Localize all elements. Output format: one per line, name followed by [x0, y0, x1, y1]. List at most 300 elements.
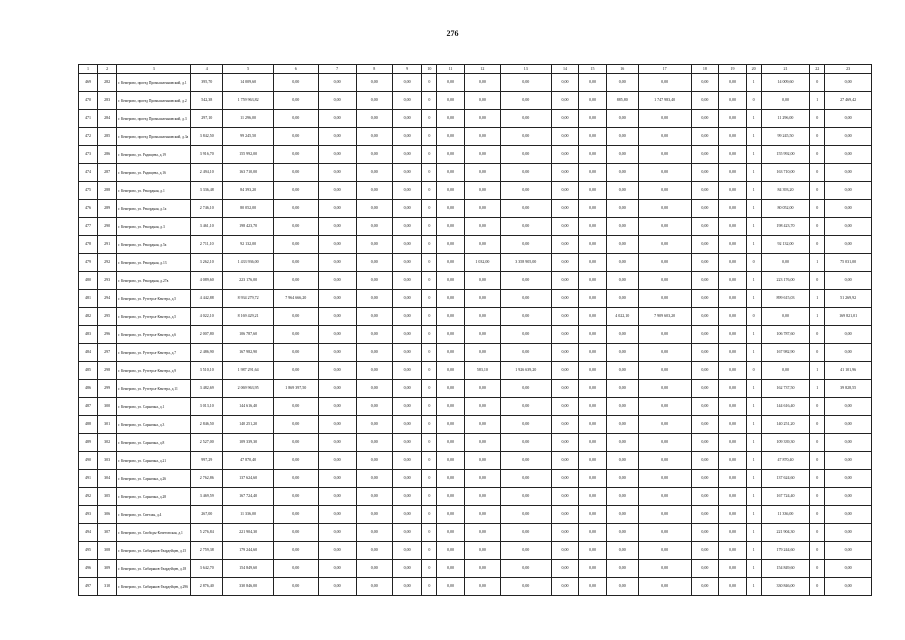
table-cell: 0,00	[606, 524, 638, 542]
table-cell: 0,00	[356, 326, 392, 344]
address-cell: г. Кемерово, ул. Радищева, д.19	[117, 146, 191, 164]
table-cell: 0,00	[691, 326, 719, 344]
table-cell: 1	[746, 506, 761, 524]
table-cell: 0,00	[638, 560, 691, 578]
table-cell: 0,00	[579, 380, 607, 398]
table-cell: 0,00	[691, 74, 719, 92]
table-cell: 0,00	[606, 380, 638, 398]
page-number: 276	[446, 29, 459, 38]
table-cell: 0,00	[825, 218, 872, 236]
table-cell: 288	[98, 182, 117, 200]
table-cell: 0,00	[464, 128, 500, 146]
address-cell: г. Кемерово, ул. Свободы-Кочетовская, д.1	[117, 524, 191, 542]
table-cell: 0,00	[392, 236, 422, 254]
table-cell: 0	[810, 74, 825, 92]
table-cell: 0,00	[551, 434, 579, 452]
table-cell: 0,00	[691, 110, 719, 128]
table-cell: 0	[422, 200, 437, 218]
table-cell: 1	[810, 380, 825, 398]
table-cell: 0,00	[691, 542, 719, 560]
table-cell: 885,80	[606, 92, 638, 110]
table-row	[79, 164, 872, 182]
column-header: 22	[810, 65, 825, 74]
table-cell: 0	[422, 542, 437, 560]
table-cell: 144 616,40	[223, 398, 274, 416]
table-cell: 1	[746, 326, 761, 344]
table-cell: 0	[810, 200, 825, 218]
table-cell: 0	[422, 74, 437, 92]
column-header: 14	[551, 65, 579, 74]
table-cell: 0	[422, 578, 437, 596]
table-cell: 0,00	[392, 182, 422, 200]
table-cell: 0,00	[392, 218, 422, 236]
table-cell: 0,00	[464, 434, 500, 452]
address-cell: г. Кемерово, ул. Рутгерса-Кентера, д.5	[117, 290, 191, 308]
table-cell: 1	[746, 272, 761, 290]
table-cell: 0,00	[464, 182, 500, 200]
table-cell: 0,00	[719, 362, 747, 380]
table-cell: 0,00	[464, 218, 500, 236]
table-cell: 0,00	[606, 164, 638, 182]
table-cell: 1 747 983,40	[638, 92, 691, 110]
table-cell: 3 510,10	[191, 362, 223, 380]
table-cell: 309	[98, 560, 117, 578]
table-cell: 0	[422, 272, 437, 290]
table-cell: 0,00	[825, 470, 872, 488]
table-cell: 0	[746, 308, 761, 326]
table-row	[79, 398, 872, 416]
table-cell: 0,00	[464, 488, 500, 506]
table-cell: 0,00	[551, 398, 579, 416]
table-cell: 484	[79, 344, 98, 362]
table-cell: 0,00	[761, 308, 810, 326]
table-cell: 3 461,10	[191, 218, 223, 236]
table-row	[79, 326, 872, 344]
table-cell: 167 724,40	[223, 488, 274, 506]
table-cell: 1	[746, 236, 761, 254]
table-cell: 0,00	[318, 272, 356, 290]
table-cell: 0,00	[551, 218, 579, 236]
table-cell: 0,00	[274, 506, 319, 524]
table-cell: 0,00	[392, 416, 422, 434]
table-cell: 0,00	[356, 524, 392, 542]
table-cell: 0,00	[392, 488, 422, 506]
table-cell: 286	[98, 146, 117, 164]
table-cell: 1	[746, 74, 761, 92]
table-cell: 0,00	[464, 470, 500, 488]
table-cell: 0,00	[464, 110, 500, 128]
table-cell: 0,00	[551, 272, 579, 290]
table-cell: 144 616,40	[761, 398, 810, 416]
table-cell: 290	[98, 218, 117, 236]
table-cell: 3 358 905,00	[500, 254, 551, 272]
table-cell: 0,00	[274, 308, 319, 326]
table-cell: 0,00	[356, 344, 392, 362]
table-cell: 0	[810, 164, 825, 182]
table-cell: 109 339,30	[761, 434, 810, 452]
table-cell: 0,00	[638, 200, 691, 218]
table-cell: 0,00	[825, 326, 872, 344]
table-cell: 0,00	[691, 434, 719, 452]
table-cell: 0,00	[356, 110, 392, 128]
table-cell: 491	[79, 470, 98, 488]
address-cell: г. Кемерово, ул. Рутгерса-Кентера, д.9	[117, 362, 191, 380]
table-cell: 0,00	[392, 272, 422, 290]
table-cell: 0,00	[825, 182, 872, 200]
table-cell: 0	[422, 128, 437, 146]
table-cell: 0,00	[691, 182, 719, 200]
table-cell: 0,00	[437, 524, 465, 542]
table-cell: 0,00	[606, 290, 638, 308]
table-cell: 0,00	[392, 506, 422, 524]
table-cell: 0,00	[825, 452, 872, 470]
column-header: 9	[392, 65, 422, 74]
table-cell: 1	[746, 578, 761, 596]
table-cell: 0,00	[500, 146, 551, 164]
column-header: 4	[191, 65, 223, 74]
table-cell: 0,00	[437, 272, 465, 290]
table-cell: 0	[746, 92, 761, 110]
column-header: 11	[437, 65, 465, 74]
table-cell: 0,00	[551, 200, 579, 218]
table-cell: 0,00	[274, 542, 319, 560]
table-cell: 0,00	[719, 182, 747, 200]
table-cell: 0,00	[606, 506, 638, 524]
table-cell: 1	[746, 560, 761, 578]
table-cell: 0,00	[638, 254, 691, 272]
table-cell: 3 842,50	[191, 128, 223, 146]
table-cell: 0,00	[638, 272, 691, 290]
table-cell: 2 069 963,95	[223, 380, 274, 398]
table-cell: 0,00	[691, 380, 719, 398]
table-cell: 488	[79, 416, 98, 434]
table-cell: 2 762,86	[191, 470, 223, 488]
table-cell: 0,00	[274, 362, 319, 380]
table-cell: 0,00	[464, 92, 500, 110]
table-cell: 0,00	[392, 290, 422, 308]
table-cell: 0,00	[437, 362, 465, 380]
table-cell: 167 982,90	[223, 344, 274, 362]
table-cell: 0,00	[318, 92, 356, 110]
table-cell: 899 615,03	[761, 290, 810, 308]
table-cell: 0,00	[551, 542, 579, 560]
table-cell: 0	[810, 344, 825, 362]
table-cell: 0,00	[761, 254, 810, 272]
table-cell: 0,00	[392, 380, 422, 398]
table-cell: 0,00	[719, 326, 747, 344]
table-cell: 80 052,00	[761, 200, 810, 218]
table-cell: 0	[810, 488, 825, 506]
table-cell: 41 101,96	[825, 362, 872, 380]
table-cell: 169 821,01	[825, 308, 872, 326]
table-cell: 0,00	[551, 506, 579, 524]
address-cell: г. Кемерово, ул. Рутгерса-Кентера, д.5	[117, 308, 191, 326]
table-cell: 493	[79, 506, 98, 524]
table-cell: 0,00	[638, 470, 691, 488]
table-cell: 0,00	[691, 524, 719, 542]
table-cell: 0,00	[579, 362, 607, 380]
table-cell: 179 244,60	[223, 542, 274, 560]
table-cell: 0,00	[719, 434, 747, 452]
table-cell: 0,00	[318, 470, 356, 488]
table-cell: 0,00	[638, 236, 691, 254]
table-cell: 0,00	[719, 164, 747, 182]
table-cell: 0,00	[691, 254, 719, 272]
table-cell: 0,00	[579, 524, 607, 542]
table-cell: 0,00	[318, 236, 356, 254]
table-cell: 92 132,00	[223, 236, 274, 254]
table-cell: 0,00	[761, 362, 810, 380]
table-cell: 1	[810, 308, 825, 326]
table-cell: 0,00	[691, 128, 719, 146]
table-cell: 0,00	[392, 254, 422, 272]
table-cell: 0,00	[825, 146, 872, 164]
table-cell: 1	[746, 200, 761, 218]
address-cell: г. Кемерово, ул. Сарыгина, д.28	[117, 488, 191, 506]
table-row	[79, 542, 872, 560]
table-cell: 0,00	[318, 128, 356, 146]
table-cell: 0,00	[719, 290, 747, 308]
table-cell: 106 787,60	[761, 326, 810, 344]
table-cell: 0,00	[579, 200, 607, 218]
table-cell: 0,00	[551, 416, 579, 434]
table-cell: 0	[422, 146, 437, 164]
address-cell: г. Кемерово, ул. Рекордная, д.27в	[117, 272, 191, 290]
table-cell: 0,00	[318, 578, 356, 596]
column-header: 21	[761, 65, 810, 74]
table-cell: 0,00	[606, 182, 638, 200]
table-cell: 0,00	[719, 542, 747, 560]
table-cell: 0,00	[356, 182, 392, 200]
table-cell: 0,00	[638, 380, 691, 398]
table-cell: 0,00	[464, 326, 500, 344]
table-cell: 0,00	[691, 452, 719, 470]
table-cell: 0,00	[318, 326, 356, 344]
table-cell: 0,00	[825, 542, 872, 560]
table-cell: 0,00	[437, 506, 465, 524]
table-cell: 0,00	[579, 488, 607, 506]
address-cell: г. Кемерово, ул. Сарыгина, д.8	[117, 434, 191, 452]
table-cell: 0,00	[437, 452, 465, 470]
table-row	[79, 290, 872, 308]
table-cell: 0,00	[318, 560, 356, 578]
table-cell: 0,00	[356, 452, 392, 470]
table-cell: 295	[98, 308, 117, 326]
table-cell: 0,00	[719, 398, 747, 416]
table-cell: 0,00	[500, 344, 551, 362]
table-cell: 0,00	[500, 380, 551, 398]
table-cell: 0,00	[579, 272, 607, 290]
table-cell: 496	[79, 560, 98, 578]
table-cell: 0	[422, 164, 437, 182]
table-cell: 0,00	[356, 416, 392, 434]
table-row	[79, 182, 872, 200]
table-cell: 0,00	[719, 272, 747, 290]
table-cell: 92 132,00	[761, 236, 810, 254]
table-cell: 0,00	[437, 308, 465, 326]
table-cell: 477	[79, 218, 98, 236]
table-cell: 0,00	[825, 578, 872, 596]
table-cell: 47 870,40	[761, 452, 810, 470]
table-cell: 0,00	[825, 74, 872, 92]
column-header: 13	[500, 65, 551, 74]
address-cell: г. Кемерово, проезд Промышленновский, д.3	[117, 110, 191, 128]
table-cell: 296	[98, 326, 117, 344]
table-cell: 3 013,10	[191, 398, 223, 416]
table-cell: 0,00	[579, 326, 607, 344]
table-cell: 0,00	[825, 164, 872, 182]
table-cell: 497	[79, 578, 98, 596]
table-row	[79, 452, 872, 470]
table-cell: 223 176,00	[223, 272, 274, 290]
table-row	[79, 236, 872, 254]
table-cell: 84 393,20	[223, 182, 274, 200]
table-cell: 154 849,60	[761, 560, 810, 578]
table-cell: 0,00	[606, 362, 638, 380]
table-cell: 3 916,70	[191, 146, 223, 164]
table-cell: 137 624,60	[761, 470, 810, 488]
table-cell: 0,00	[606, 344, 638, 362]
table-cell: 0,00	[691, 236, 719, 254]
address-cell: г. Кемерово, проезд Промышленновский, д.2	[117, 92, 191, 110]
table-cell: 0,00	[464, 146, 500, 164]
table-cell: 0,00	[356, 272, 392, 290]
table-cell: 0,00	[437, 578, 465, 596]
table-cell: 0,00	[464, 560, 500, 578]
table-cell: 0,00	[464, 272, 500, 290]
table-cell: 0,00	[500, 326, 551, 344]
table-cell: 0,00	[825, 434, 872, 452]
table-cell: 0,00	[500, 398, 551, 416]
table-cell: 0,00	[579, 452, 607, 470]
table-cell: 4 022,10	[191, 308, 223, 326]
table-cell: 0,00	[318, 452, 356, 470]
table-cell: 0,00	[825, 398, 872, 416]
table-cell: 0,00	[392, 578, 422, 596]
table-row	[79, 254, 872, 272]
table-cell: 0,00	[579, 506, 607, 524]
table-cell: 0,00	[825, 110, 872, 128]
table-cell: 0,00	[719, 524, 747, 542]
table-cell: 294	[98, 290, 117, 308]
table-cell: 1	[746, 470, 761, 488]
table-cell: 0,00	[606, 416, 638, 434]
table-cell: 0,00	[606, 218, 638, 236]
table-cell: 474	[79, 164, 98, 182]
table-cell: 0,00	[500, 470, 551, 488]
table-cell: 0,00	[318, 218, 356, 236]
table-row	[79, 506, 872, 524]
table-cell: 1	[746, 290, 761, 308]
table-cell: 0	[810, 434, 825, 452]
table-cell: 0,00	[318, 488, 356, 506]
table-cell: 0,00	[551, 524, 579, 542]
table-cell: 11 336,00	[761, 506, 810, 524]
table-cell: 0,00	[437, 254, 465, 272]
table-cell: 0,00	[392, 326, 422, 344]
table-cell: 47 870,40	[223, 452, 274, 470]
table-cell: 305	[98, 488, 117, 506]
table-cell: 1 032,00	[464, 254, 500, 272]
table-cell: 0,00	[551, 74, 579, 92]
table-cell: 1	[746, 380, 761, 398]
table-cell: 0,00	[356, 308, 392, 326]
table-cell: 0,00	[274, 200, 319, 218]
table-cell: 0,00	[464, 416, 500, 434]
table-cell: 2 746,10	[191, 200, 223, 218]
table-cell: 223 176,00	[761, 272, 810, 290]
table-cell: 0,00	[691, 218, 719, 236]
table-cell: 0,00	[500, 128, 551, 146]
table-cell: 486	[79, 380, 98, 398]
table-row	[79, 470, 872, 488]
table-cell: 3 642,70	[191, 560, 223, 578]
table-cell: 0,00	[825, 344, 872, 362]
table-cell: 0,00	[551, 308, 579, 326]
table-cell: 0,00	[318, 254, 356, 272]
table-cell: 0,00	[356, 146, 392, 164]
table-cell: 0,00	[464, 344, 500, 362]
table-cell: 0,00	[761, 92, 810, 110]
table-cell: 482	[79, 308, 98, 326]
table-cell: 0,00	[437, 146, 465, 164]
table-cell: 0,00	[500, 74, 551, 92]
table-cell: 472	[79, 128, 98, 146]
table-cell: 0,00	[274, 560, 319, 578]
table-cell: 478	[79, 236, 98, 254]
table-cell: 301	[98, 416, 117, 434]
table-cell: 0,00	[638, 416, 691, 434]
table-cell: 0,00	[464, 542, 500, 560]
address-cell: г. Кемерово, ул. Радищева, д.16	[117, 164, 191, 182]
table-cell: 0,00	[500, 164, 551, 182]
table-cell: 299	[98, 380, 117, 398]
table-cell: 0,00	[318, 308, 356, 326]
table-cell: 0,00	[356, 290, 392, 308]
registry-table	[78, 64, 872, 596]
table-cell: 0,00	[274, 128, 319, 146]
table-row	[79, 560, 872, 578]
table-cell: 0,00	[606, 146, 638, 164]
table-cell: 0,00	[825, 560, 872, 578]
table-cell: 0,00	[274, 164, 319, 182]
table-cell: 1	[746, 110, 761, 128]
table-cell: 0,00	[579, 74, 607, 92]
table-cell: 0,00	[500, 236, 551, 254]
table-cell: 0,00	[579, 146, 607, 164]
table-cell: 0	[810, 110, 825, 128]
table-cell: 0,00	[551, 128, 579, 146]
column-header: 20	[746, 65, 761, 74]
table-cell: 140 251,20	[223, 416, 274, 434]
table-cell: 0,00	[579, 182, 607, 200]
address-cell: г. Кемерово, ул. Рекордная, д.13	[117, 254, 191, 272]
table-cell: 0	[422, 560, 437, 578]
table-cell: 0	[422, 398, 437, 416]
table-cell: 0,00	[274, 578, 319, 596]
table-cell: 0,00	[579, 236, 607, 254]
table-cell: 0	[810, 560, 825, 578]
table-cell: 0,00	[274, 398, 319, 416]
table-cell: 0	[422, 434, 437, 452]
table-cell: 492	[79, 488, 98, 506]
table-cell: 0,00	[464, 74, 500, 92]
table-cell: 0,00	[638, 362, 691, 380]
table-row	[79, 308, 872, 326]
table-cell: 0,00	[392, 164, 422, 182]
table-cell: 0	[422, 506, 437, 524]
table-cell: 1	[810, 290, 825, 308]
